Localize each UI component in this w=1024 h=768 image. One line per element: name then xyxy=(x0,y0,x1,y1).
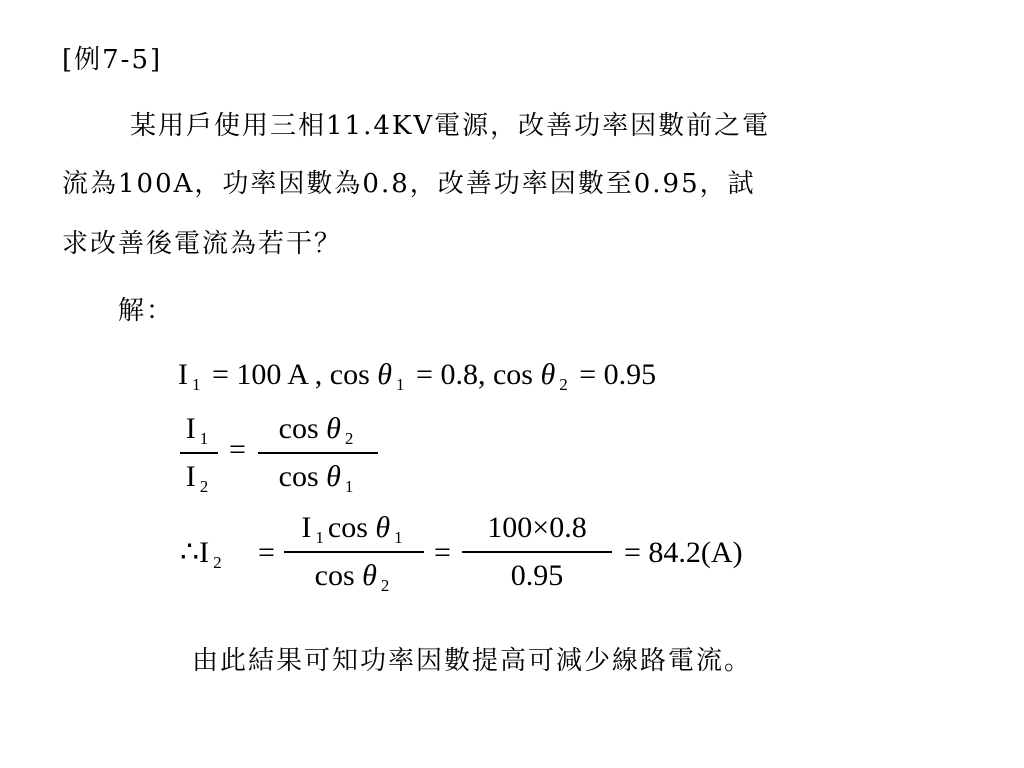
eq1-theta-b: θ xyxy=(540,358,556,391)
eq2-left-fraction xyxy=(180,412,218,496)
eq3-fraction-2-bar xyxy=(462,551,612,553)
eq1-cos-a: cos xyxy=(329,358,370,391)
eq1-i-sub: 1 xyxy=(192,375,201,394)
eq3-f1-den-sub: 2 xyxy=(380,576,390,595)
eq1-sub-a: 1 xyxy=(396,375,405,394)
equation-1 xyxy=(178,358,657,394)
eq2-left-fraction-bar xyxy=(180,452,218,454)
eq3-lhs xyxy=(180,536,226,572)
eq1-equals-a: = 100 A , xyxy=(212,358,323,391)
eq2-rnum-cos: cos xyxy=(278,412,319,445)
eq1-cos-b: cos xyxy=(492,358,533,391)
problem-line-1: 某用戶使用三相11.4KV電源，改善功率因數前之電 xyxy=(130,111,771,141)
eq1-equals-b: = 0.8, xyxy=(416,358,486,391)
eq3-f1-den-cos: cos xyxy=(314,559,355,592)
eq3-f1-num-cos: cos xyxy=(327,511,368,544)
eq1-sub-b: 2 xyxy=(559,375,568,394)
eq3-fraction-2 xyxy=(462,513,612,591)
eq3-f1-num-isub: 1 xyxy=(315,528,324,547)
eq2-rden-theta: θ xyxy=(326,460,341,493)
eq2-num-i: I xyxy=(185,412,196,445)
eq3-i-sub: 2 xyxy=(213,553,222,572)
eq2-den-sub: 2 xyxy=(199,477,209,496)
eq2-rnum-theta: θ xyxy=(326,412,341,445)
example-label: [例7-5] xyxy=(62,45,163,75)
eq1-i: I xyxy=(178,358,188,391)
eq3-f2-den: 0.95 xyxy=(510,559,564,592)
eq3-f2-num: 100×0.8 xyxy=(487,511,587,544)
eq3-f1-num-theta: θ xyxy=(375,511,391,544)
eq2-rnum-sub: 2 xyxy=(344,429,354,448)
eq3-i: I xyxy=(199,536,210,569)
eq2-rden-sub: 1 xyxy=(344,477,354,496)
eq3-f1-num-i: I xyxy=(301,511,312,544)
eq2-rden-cos: cos xyxy=(278,460,319,493)
eq3-equals-1: = xyxy=(258,536,275,569)
eq3-f1-den-theta: θ xyxy=(362,559,377,592)
eq3-fraction-1-bar xyxy=(284,551,424,553)
eq1-equals-c: = 0.95 xyxy=(579,358,657,391)
eq1-theta-a: θ xyxy=(377,358,393,391)
eq2-right-fraction xyxy=(258,412,378,496)
problem-line-2: 流為100A，功率因數為0.8，改善功率因數至0.95，試 xyxy=(62,169,756,199)
eq2-num-sub: 1 xyxy=(199,429,209,448)
eq3-therefore: ∴ xyxy=(180,536,200,569)
solution-label: 解： xyxy=(118,296,175,326)
eq2-equals: = xyxy=(229,433,246,466)
eq3-fraction-1 xyxy=(284,511,424,595)
eq2-den-i: I xyxy=(185,460,196,493)
eq3-f1-num-sub: 1 xyxy=(394,528,403,547)
problem-line-3: 求改善後電流為若干？ xyxy=(62,229,343,259)
eq3-equals-2: = xyxy=(434,536,451,569)
conclusion: 由此結果可知功率因數提高可減少線路電流。 xyxy=(192,646,753,676)
eq2-right-fraction-bar xyxy=(258,452,378,454)
eq3-result: = 84.2(A) xyxy=(624,536,743,569)
